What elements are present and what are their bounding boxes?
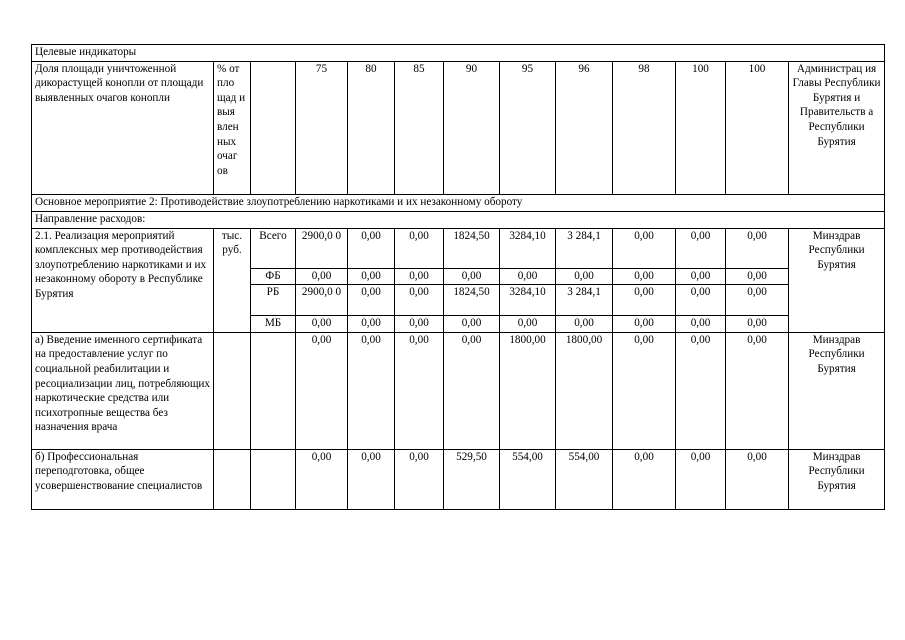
- indicator-value: 96: [556, 61, 613, 194]
- activity-a-name: а) Введение именного сертификата на предоставление услуг по социальной реабилитации и ресоциализации лиц, потребляющих наркотические средства или психотропные вещества без назначения врача: [32, 332, 214, 449]
- section-title-main-activity: Основное мероприятие 2: Противодействие злоупотреблению наркотиками и их незаконному обороту: [32, 194, 885, 211]
- table-cell: 2900,0 0: [296, 228, 348, 268]
- section-title-targets: Целевые индикаторы: [32, 45, 885, 62]
- activity-a-responsible: Минздрав Республики Бурятия: [789, 332, 885, 449]
- table-cell: 0,00: [296, 268, 348, 285]
- indicator-value: 75: [296, 61, 348, 194]
- table-cell: 554,00: [500, 449, 556, 509]
- activity-b-responsible: Минздрав Республики Бурятия: [789, 449, 885, 509]
- activity-2-1-responsible: Минздрав Республики Бурятия: [789, 228, 885, 332]
- table-cell: 0,00: [395, 268, 444, 285]
- table-cell: 0,00: [296, 316, 348, 333]
- table-cell: 0,00: [348, 316, 395, 333]
- table-cell: 0,00: [395, 228, 444, 268]
- table-cell: 3 284,1: [556, 285, 613, 316]
- indicator-name: Доля площади уничтоженной дикорастущей конопли от площади выявленных очагов конопли: [32, 61, 214, 194]
- program-table: [31, 44, 885, 510]
- table-row: [32, 228, 885, 268]
- indicator-value: 100: [726, 61, 789, 194]
- table-cell: 0,00: [726, 316, 789, 333]
- indicator-row: [32, 61, 885, 194]
- table-cell: 0,00: [395, 449, 444, 509]
- table-cell: 0,00: [676, 268, 726, 285]
- table-cell: 0,00: [500, 268, 556, 285]
- table-cell: 0,00: [348, 285, 395, 316]
- table-cell: 0,00: [726, 268, 789, 285]
- table-cell: 0,00: [444, 332, 500, 449]
- empty-cell: [251, 332, 296, 449]
- table-cell: 0,00: [613, 285, 676, 316]
- table-cell: 0,00: [676, 228, 726, 268]
- table-cell: 0,00: [395, 332, 444, 449]
- funding-source: Всего: [251, 228, 296, 268]
- table-cell: 0,00: [556, 268, 613, 285]
- empty-cell: [251, 449, 296, 509]
- table-row: [32, 332, 885, 449]
- table-cell: 0,00: [296, 449, 348, 509]
- table-cell: 0,00: [726, 332, 789, 449]
- table-cell: 0,00: [613, 268, 676, 285]
- table-cell: 0,00: [726, 449, 789, 509]
- funding-source: ФБ: [251, 268, 296, 285]
- table-cell: 0,00: [348, 268, 395, 285]
- table-cell: 1824,50: [444, 228, 500, 268]
- table-cell: 3284,10: [500, 228, 556, 268]
- table-cell: 0,00: [726, 228, 789, 268]
- section-row-targets: [32, 45, 885, 62]
- section-row-direction: [32, 211, 885, 228]
- indicator-value: 90: [444, 61, 500, 194]
- activity-b-name: б) Профессиональная переподготовка, общее усовершенствование специалистов: [32, 449, 214, 509]
- table-cell: 0,00: [613, 228, 676, 268]
- table-cell: 0,00: [348, 332, 395, 449]
- table-cell: 529,50: [444, 449, 500, 509]
- table-cell: 0,00: [500, 316, 556, 333]
- table-cell: 0,00: [676, 449, 726, 509]
- activity-2-1-unit: тыс. руб.: [214, 228, 251, 332]
- table-cell: 0,00: [348, 228, 395, 268]
- indicator-value: 98: [613, 61, 676, 194]
- indicator-responsible: Администрац ия Главы Республики Бурятия и Правительств а Республики Бурятия: [789, 61, 885, 194]
- section-row-main-activity: [32, 194, 885, 211]
- section-title-direction: Направление расходов:: [32, 211, 885, 228]
- empty-cell: [214, 332, 251, 449]
- table-cell: 2900,0 0: [296, 285, 348, 316]
- table-row: [32, 449, 885, 509]
- table-cell: 0,00: [676, 316, 726, 333]
- table-cell: 0,00: [556, 316, 613, 333]
- table-cell: 0,00: [726, 285, 789, 316]
- table-cell: 0,00: [613, 449, 676, 509]
- table-cell: 0,00: [613, 316, 676, 333]
- table-cell: 0,00: [395, 285, 444, 316]
- table-cell: 3 284,1: [556, 228, 613, 268]
- indicator-value: 95: [500, 61, 556, 194]
- activity-2-1-name: 2.1. Реализация мероприятий комплексных мер противодействия злоупотреблению наркотиками и их незаконному обороту в Республике Бурятия: [32, 228, 214, 332]
- table-cell: 0,00: [676, 285, 726, 316]
- table-cell: 3284,10: [500, 285, 556, 316]
- indicator-unit: % от пло щад и выя влен ных очаг ов: [214, 61, 251, 194]
- table-cell: 0,00: [444, 268, 500, 285]
- indicator-value: 100: [676, 61, 726, 194]
- table-cell: 0,00: [444, 316, 500, 333]
- indicator-source: [251, 61, 296, 194]
- table-cell: 0,00: [613, 332, 676, 449]
- table-cell: 1824,50: [444, 285, 500, 316]
- indicator-value: 85: [395, 61, 444, 194]
- table-cell: 0,00: [348, 449, 395, 509]
- empty-cell: [214, 449, 251, 509]
- table-cell: 1800,00: [556, 332, 613, 449]
- table-cell: 554,00: [556, 449, 613, 509]
- table-cell: 0,00: [395, 316, 444, 333]
- table-cell: 0,00: [296, 332, 348, 449]
- funding-source: МБ: [251, 316, 296, 333]
- indicator-value: 80: [348, 61, 395, 194]
- funding-source: РБ: [251, 285, 296, 316]
- table-cell: 0,00: [676, 332, 726, 449]
- table-cell: 1800,00: [500, 332, 556, 449]
